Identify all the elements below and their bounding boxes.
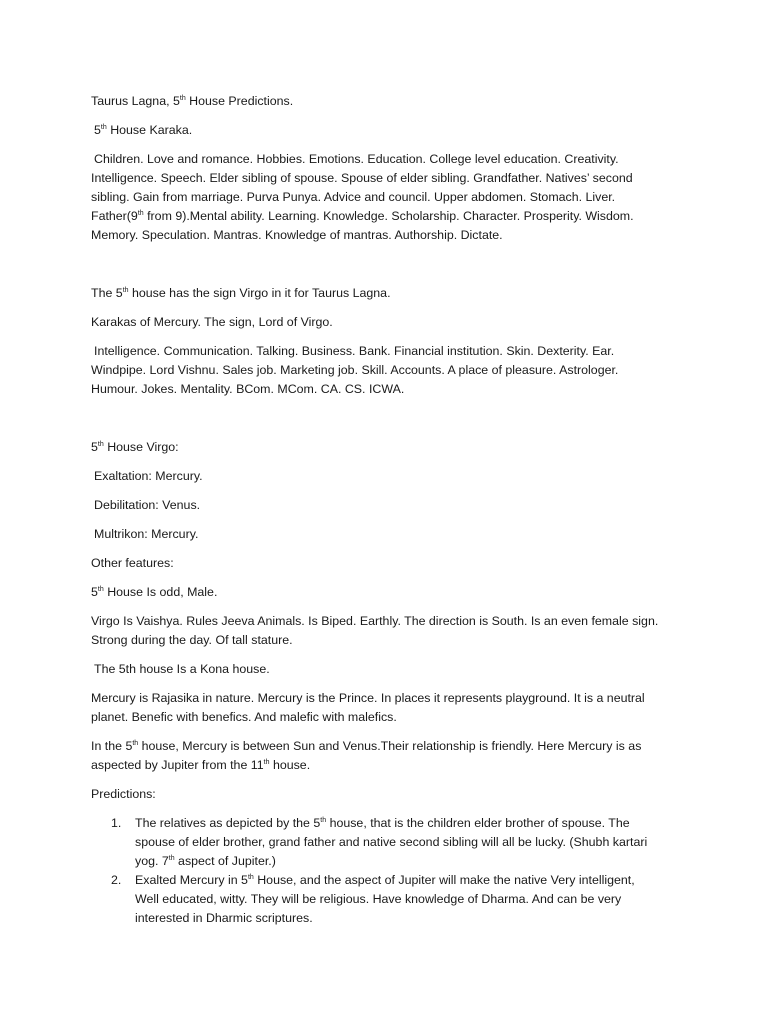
prediction-line: spouse of elder brother, grand father and native second sibling will all be lucky. (Shubh kartari (135, 835, 648, 849)
mercury-line: Intelligence. Communication. Talking. Business. Bank. Financial institution. Skin. Dexterity. Ear. (94, 344, 615, 358)
mercury-relation: aspected by Jupiter from the 11th house. (91, 758, 311, 772)
karaka-line: Intelligence. Speech. Elder sibling of spouse. Spouse of elder sibling. Grandfather. Natives’ second (91, 171, 633, 185)
mercury-nature: planet. Benefic with benefics. And malefic with malefics. (91, 710, 397, 724)
mercury-relation: In the 5th house, Mercury is between Sun and Venus.Their relationship is friendly. Here Mercury is as (91, 739, 642, 753)
karaka-line: Father(9th from 9).Mental ability. Learning. Knowledge. Scholarship. Character. Prosperity. Wisdom. (91, 209, 634, 223)
document-title: Taurus Lagna, 5th House Predictions. (91, 94, 294, 108)
multrikon: Multrikon: Mercury. (94, 527, 199, 541)
debilitation: Debilitation: Venus. (94, 498, 201, 512)
predictions-heading: Predictions: (91, 787, 156, 801)
karaka-line: Children. Love and romance. Hobbies. Emotions. Education. College level education. Creativity. (94, 152, 619, 166)
virgo-intro: The 5th house has the sign Virgo in it for Taurus Lagna. (91, 286, 391, 300)
house-virgo-heading: 5th House Virgo: (91, 440, 179, 454)
prediction-line: Exalted Mercury in 5th House, and the aspect of Jupiter will make the native Very intelligent, (135, 873, 635, 887)
mercury-nature: Mercury is Rajasika in nature. Mercury is the Prince. In places it represents playground. It is a neutral (91, 691, 645, 705)
karaka-heading: 5th House Karaka. (94, 123, 193, 137)
mercury-heading: Karakas of Mercury. The sign, Lord of Virgo. (91, 315, 333, 329)
mercury-line: Windpipe. Lord Vishnu. Sales job. Marketing job. Skill. Accounts. A place of pleasure. Astrologer. (91, 363, 619, 377)
prediction-line: yog. 7th aspect of Jupiter.) (135, 854, 276, 868)
list-number: 1. (111, 816, 122, 830)
list-number: 2. (111, 873, 122, 887)
kona-house: The 5th house Is a Kona house. (94, 662, 270, 676)
prediction-line: The relatives as depicted by the 5th house, that is the children elder brother of spouse. The (135, 816, 630, 830)
karaka-line: sibling. Gain from marriage. Purva Punya. Advice and council. Upper abdomen. Stomach. Liver. (91, 190, 616, 204)
karaka-line: Memory. Speculation. Mantras. Knowledge of mantras. Authorship. Dictate. (91, 228, 503, 242)
prediction-line: interested in Dharmic scriptures. (135, 911, 313, 925)
other-features-heading: Other features: (91, 556, 174, 570)
virgo-description: Strong during the day. Of tall stature. (91, 633, 293, 647)
mercury-line: Humour. Jokes. Mentality. BCom. MCom. CA. CS. ICWA. (91, 382, 405, 396)
odd-male: 5th House Is odd, Male. (91, 585, 218, 599)
exaltation: Exaltation: Mercury. (94, 469, 203, 483)
prediction-line: Well educated, witty. They will be religious. Have knowledge of Dharma. And can be very (135, 892, 622, 906)
virgo-description: Virgo Is Vaishya. Rules Jeeva Animals. Is Biped. Earthly. The direction is South. Is an even female sign. (91, 614, 659, 628)
